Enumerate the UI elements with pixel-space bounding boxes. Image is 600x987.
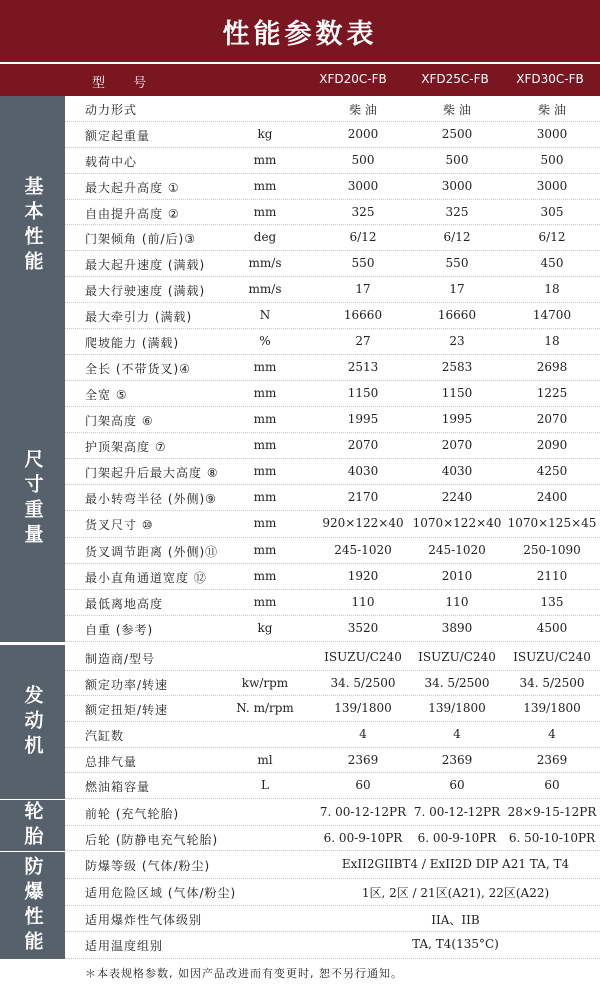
spec-value: 139/1800 <box>428 701 486 716</box>
spec-row <box>65 800 600 826</box>
spec-value: 1150 <box>347 386 379 401</box>
model-name: XFD30C-FB <box>516 72 584 86</box>
spec-value: 4 <box>453 726 461 741</box>
spec-row <box>65 826 600 852</box>
spec-row <box>65 303 600 329</box>
spec-unit: mm <box>253 152 277 167</box>
spec-value: ISUZU/C240 <box>513 650 591 664</box>
spec-name: 门架起升后最大高度 ⑧ <box>85 466 219 481</box>
page-title: 性能参数表 <box>222 18 378 50</box>
spec-value: 60 <box>355 778 371 793</box>
spec-name: 前轮 (充气轮胎) <box>85 807 180 821</box>
spec-name: 额定起重量 <box>85 128 151 143</box>
spec-row <box>65 433 600 459</box>
spec-row <box>65 852 600 879</box>
spec-row <box>65 773 600 799</box>
section-sidebar <box>0 645 65 799</box>
spec-value: 550 <box>445 256 469 271</box>
section-rows <box>65 355 600 642</box>
spec-value: 4 <box>359 726 367 741</box>
spec-value: 6/12 <box>349 230 377 245</box>
spec-value: 4500 <box>536 620 568 635</box>
spec-value: 139/1800 <box>334 701 392 716</box>
spec-name: 动力形式 <box>85 103 138 117</box>
model-name: XFD20C-FB <box>319 72 387 86</box>
spec-value: 6/12 <box>443 230 471 245</box>
spec-value: 17 <box>355 282 371 297</box>
spec-value: 2369 <box>347 752 379 767</box>
section-title: 轮胎 <box>21 800 44 851</box>
spec-name: 最大行驶速度 (满载) <box>85 284 206 299</box>
spec-name: 后轮 (防静电充气轮胎) <box>85 832 219 847</box>
spec-name: 最小转弯半径 (外侧)⑨ <box>85 492 217 507</box>
spec-value: 3000 <box>536 126 568 141</box>
spec-name: 制造商/型号 <box>85 652 156 666</box>
spec-value: 550 <box>351 256 375 271</box>
spec-name: 货叉调节距离 (外侧)⑪ <box>85 544 219 559</box>
spec-name: 最大起升高度 ① <box>85 180 180 195</box>
spec-row <box>65 511 600 537</box>
spec-row <box>65 381 600 407</box>
spec-name: 爬坡能力 (满载) <box>85 336 180 351</box>
spec-value: 2698 <box>536 360 568 374</box>
spec-value: 325 <box>351 204 375 219</box>
spec-unit: ml <box>257 752 273 767</box>
section-title: 发动机 <box>21 684 44 760</box>
spec-row <box>65 645 600 671</box>
model-name: XFD25C-FB <box>421 72 489 86</box>
spec-row <box>65 200 600 226</box>
spec-name: 额定功率/转速 <box>85 677 169 692</box>
spec-row <box>65 148 600 174</box>
section-title: 尺寸重量 <box>21 448 44 549</box>
spec-row <box>65 329 600 355</box>
spec-value: 2000 <box>347 126 379 141</box>
spec-unit: mm/s <box>248 256 282 271</box>
spec-value: 3520 <box>347 620 379 635</box>
section-title: 防爆性能 <box>21 855 44 956</box>
spec-value: 3890 <box>441 620 473 635</box>
spec-name: 最低离地高度 <box>85 596 164 611</box>
spec-unit: mm <box>253 490 277 505</box>
spec-value: 500 <box>540 152 564 167</box>
spec-name: 载荷中心 <box>85 154 138 169</box>
section-rows <box>65 645 600 799</box>
spec-value: 18 <box>544 334 560 349</box>
spec-value: 柴 油 <box>443 103 471 117</box>
spec-row <box>65 590 600 616</box>
spec-value: 2070 <box>347 438 379 453</box>
spec-value: 110 <box>351 594 375 609</box>
section-sidebar <box>0 852 65 959</box>
spec-value: 920×122×40 <box>322 516 404 531</box>
spec-value: 6/12 <box>538 230 566 245</box>
spec-value: 7. 00-12-12PR <box>319 805 407 819</box>
spec-row <box>65 616 600 642</box>
spec-row <box>65 459 600 485</box>
spec-value: 4030 <box>347 464 379 479</box>
section-rows <box>65 96 600 355</box>
spec-row <box>65 696 600 722</box>
spec-value: IIA、IIB <box>431 912 480 927</box>
spec-name: 适用温度组别 <box>85 939 164 954</box>
spec-name: 额定扭矩/转速 <box>85 703 169 718</box>
spec-unit: mm/s <box>248 282 282 297</box>
spec-value: 34. 5/2500 <box>424 675 490 690</box>
spec-value: 1995 <box>441 412 473 427</box>
spec-value: 60 <box>544 778 560 793</box>
spec-unit: mm <box>253 360 277 374</box>
spec-row <box>65 174 600 200</box>
spec-value: 1995 <box>347 412 379 427</box>
spec-name: 燃油箱容量 <box>85 780 151 795</box>
spec-value: 1070×122×40 <box>412 516 502 531</box>
spec-value: 6. 00-9-10PR <box>417 830 497 845</box>
spec-unit: mm <box>253 568 277 583</box>
section-sidebar <box>0 355 65 642</box>
spec-name: 适用爆炸性气体级别 <box>85 912 203 927</box>
spec-row <box>65 225 600 251</box>
spec-row <box>65 671 600 697</box>
spec-value: 135 <box>540 594 564 609</box>
spec-unit: kg <box>257 126 273 141</box>
spec-name: 护顶架高度 ⑦ <box>85 440 167 455</box>
spec-unit: mm <box>253 516 277 531</box>
spec-name: 适用危险区域 (气体/粉尘) <box>85 885 237 900</box>
spec-name: 总排气量 <box>85 754 138 769</box>
spec-name: 全长 (不带货叉)④ <box>85 362 191 376</box>
spec-value: 3000 <box>441 178 473 193</box>
spec-unit: mm <box>253 438 277 453</box>
spec-name: 最大牵引力 (满载) <box>85 310 193 325</box>
spec-row <box>65 251 600 277</box>
spec-unit: deg <box>253 230 277 245</box>
spec-value: ISUZU/C240 <box>418 650 496 664</box>
spec-unit: mm <box>253 204 277 219</box>
spec-value: 139/1800 <box>523 701 581 716</box>
spec-name: 最大起升速度 (满载) <box>85 258 206 273</box>
spec-value: 28×9-15-12PR <box>507 805 597 819</box>
spec-value: 450 <box>540 256 564 271</box>
spec-row <box>65 277 600 303</box>
spec-row <box>65 355 600 381</box>
spec-value: ISUZU/C240 <box>324 650 402 664</box>
title-bar <box>0 0 600 62</box>
spec-name: 最小直角通道宽度 ⑫ <box>85 570 207 585</box>
spec-value: 2070 <box>441 438 473 453</box>
spec-name: 防爆等级 (气体/粉尘) <box>85 859 211 873</box>
spec-value: 4030 <box>441 464 473 479</box>
spec-unit: kg <box>257 620 273 635</box>
spec-value: TA, T4(135°C) <box>412 937 499 952</box>
spec-row <box>65 407 600 433</box>
spec-unit: L <box>261 778 269 793</box>
spec-value: 2090 <box>536 438 568 453</box>
spec-value: 2500 <box>441 126 473 141</box>
spec-value: 27 <box>355 334 371 349</box>
spec-value: 1区, 2区 / 21区(A21), 22区(A22) <box>361 885 550 900</box>
spec-value: 柴 油 <box>538 103 566 117</box>
spec-value: ExII2GIIBT4 / ExII2D DIP A21 TA, T4 <box>341 857 570 871</box>
spec-value: 2110 <box>536 568 568 583</box>
spec-unit: mm <box>253 542 277 557</box>
model-header-row <box>0 64 600 96</box>
spec-unit: N <box>259 308 271 323</box>
spec-row <box>65 748 600 774</box>
spec-row <box>65 722 600 748</box>
spec-unit: mm <box>253 386 277 401</box>
spec-value: 1920 <box>347 568 379 583</box>
spec-row <box>65 538 600 564</box>
spec-unit: N. m/rpm <box>236 701 294 716</box>
spec-row <box>65 96 600 122</box>
spec-value: 34. 5/2500 <box>519 675 585 690</box>
spec-value: 2170 <box>347 490 379 505</box>
spec-name: 自由提升高度 ② <box>85 206 180 221</box>
spec-row <box>65 564 600 590</box>
spec-value: 4 <box>548 726 556 741</box>
spec-row <box>65 122 600 148</box>
spec-value: 2513 <box>347 360 379 374</box>
spec-row <box>65 906 600 933</box>
spec-name: 全宽 ⑤ <box>85 388 128 403</box>
spec-row <box>65 932 600 959</box>
spec-value: 柴 油 <box>349 103 377 117</box>
spec-value: 23 <box>449 334 465 349</box>
spec-unit: mm <box>253 178 277 193</box>
spec-value: 500 <box>445 152 469 167</box>
section-title: 基本性能 <box>21 175 44 276</box>
spec-value: 1225 <box>536 386 568 401</box>
spec-unit: mm <box>253 464 277 479</box>
spec-value: 2369 <box>536 752 568 767</box>
spec-value: 4250 <box>536 464 568 479</box>
spec-value: 14700 <box>532 308 572 323</box>
section-rows <box>65 852 600 959</box>
spec-value: 245-1020 <box>428 542 486 557</box>
spec-value: 2070 <box>536 412 568 427</box>
section-sidebar <box>0 800 65 851</box>
spec-value: 325 <box>445 204 469 219</box>
spec-value: 500 <box>351 152 375 167</box>
spec-value: 250-1090 <box>523 542 581 557</box>
spec-value: 2583 <box>441 360 473 374</box>
section-sidebar <box>0 96 65 355</box>
spec-value: 1070×125×45 <box>507 516 597 531</box>
spec-unit: % <box>259 334 271 349</box>
spec-value: 305 <box>540 204 564 219</box>
spec-value: 34. 5/2500 <box>330 675 396 690</box>
spec-value: 16660 <box>437 308 477 323</box>
footnote <box>65 959 600 987</box>
spec-value: 1150 <box>441 386 473 401</box>
spec-value: 2240 <box>441 490 473 505</box>
spec-value: 7. 00-12-12PR <box>413 805 501 819</box>
spec-unit: kw/rpm <box>241 675 289 690</box>
spec-value: 18 <box>544 282 560 297</box>
spec-value: 16660 <box>343 308 383 323</box>
model-label: 型 号 <box>92 76 159 91</box>
spec-name: 货叉尺寸 ⑩ <box>85 518 154 533</box>
spec-value: 2369 <box>441 752 473 767</box>
spec-unit: mm <box>253 412 277 427</box>
spec-unit: mm <box>253 594 277 609</box>
spec-name: 自重 (参考) <box>85 622 154 637</box>
spec-name: 门架高度 ⑥ <box>85 414 154 429</box>
spec-value: 2400 <box>536 490 568 505</box>
spec-row <box>65 879 600 906</box>
footnote-text: ＊本表规格参数, 如因产品改进而有变更时, 恕不另行通知。 <box>85 967 403 980</box>
spec-value: 60 <box>449 778 465 793</box>
section-rows <box>65 800 600 851</box>
spec-row <box>65 485 600 511</box>
spec-value: 17 <box>449 282 465 297</box>
spec-value: 110 <box>445 594 469 609</box>
spec-value: 2010 <box>441 568 473 583</box>
spec-value: 6. 00-9-10PR <box>323 830 403 845</box>
spec-name: 汽缸数 <box>85 728 125 743</box>
spec-value: 6. 50-10-10PR <box>508 830 596 845</box>
spec-name: 门架倾角 (前/后)③ <box>85 232 196 247</box>
spec-value: 3000 <box>536 178 568 193</box>
spec-value: 245-1020 <box>334 542 392 557</box>
spec-value: 3000 <box>347 178 379 193</box>
